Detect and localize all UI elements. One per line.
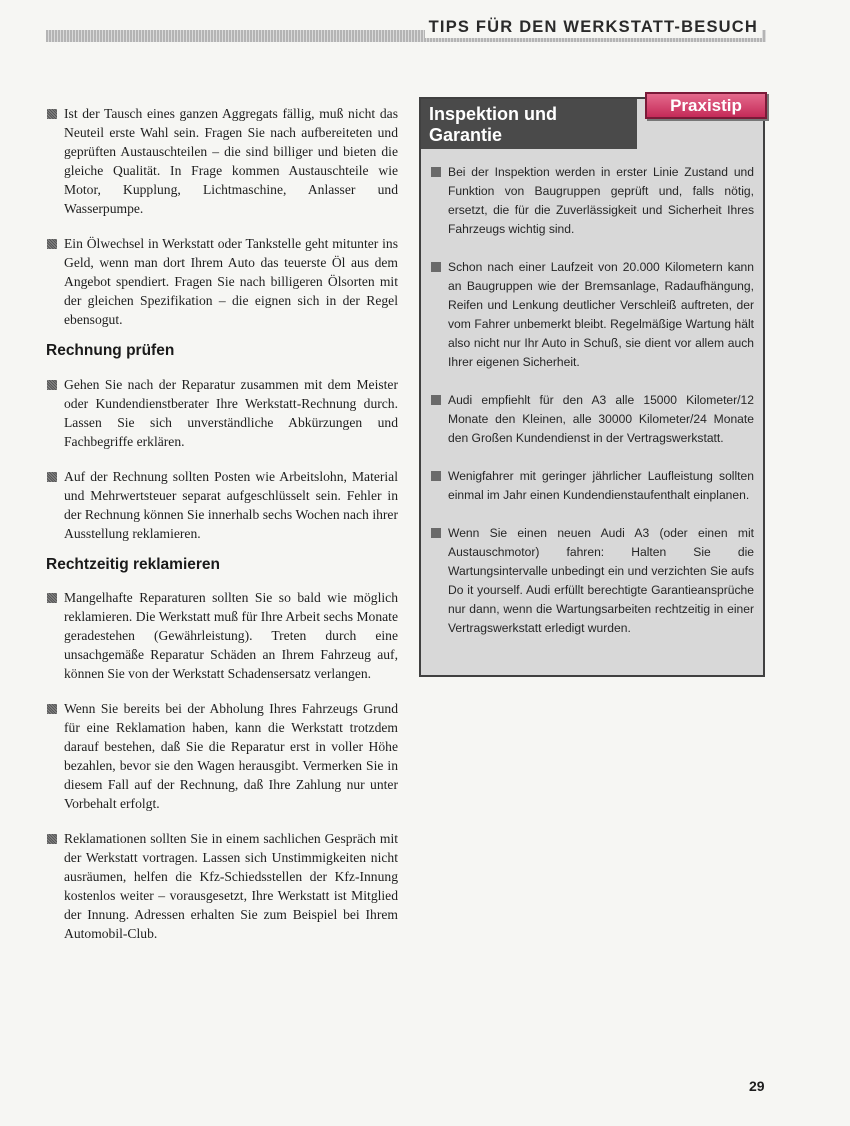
sidebar-item-wear: Schon nach einer Laufzeit von 20.000 Kilometern kann an Baugruppen wie der Bremsanlage, Radaufhängung, Reifen und Lenkung deutlicher Verschleiß auftreten, der vom Fahrer unbemerkt bleibt. Regelmäßige Wartung hält also nicht nur Ihr Auto in Schuß, sie dient vor allem auch Ihrer eigenen Sicherheit.: [430, 258, 754, 372]
running-header: TIPS FÜR DEN WERKSTATT-BESUCH: [425, 16, 762, 38]
paragraph-faulty-repairs: Mangelhafte Reparaturen sollten Sie so bald wie möglich reklamieren. Die Werkstatt muß für Ihre Arbeit sechs Monate geradestehen (Gewährleistung). Treten durch eine unsachgemäße Reparatur Schäden an Ihrem Fahrzeug auf, können Sie von der Werkstatt Schadensersatz verlangen.: [46, 588, 398, 683]
paragraph-payment-reservation: Wenn Sie bereits bei der Abholung Ihres Fahrzeugs Grund für eine Reklamation haben, kann die Werkstatt trotzdem darauf bestehen, daß Sie die Reparatur erst in voller Höhe bezahlen, bevor sie den Wagen herausgibt. Vermerken Sie in diesem Fall auf der Rechnung, daß Ihre Zahlung nur unter Vorbehalt erfolgt.: [46, 699, 398, 813]
paragraph-oil-change: Ein Ölwechsel in Werkstatt oder Tankstelle geht mitunter ins Geld, wenn man dort Ihrem Auto das teuerste Öl aus dem Angebot spendiert. Fragen Sie nach billigeren Ölsorten mit der gleichen Spezifikation – die eignen sich in der Regel ebensogut.: [46, 234, 398, 329]
sidebar-item-inspection: Bei der Inspektion werden in erster Linie Zustand und Funktion von Baugruppen geprüft und, falls nötig, ersetzt, die für die Zuverlässigkeit und Sicherheit Ihres Fahrzeugs wichtig sind.: [430, 163, 754, 239]
paragraph-invoice-items: Auf der Rechnung sollten Posten wie Arbeitslohn, Material und Mehrwertsteuer separat aufgeschlüsselt sein. Fehler in der Rechnung können Sie innerhalb sechs Wochen nach ihrer Ausstellung reklamieren.: [46, 467, 398, 543]
paragraph-review-invoice: Gehen Sie nach der Reparatur zusammen mit dem Meister oder Kundendienstberater Ihre Werkstatt-Rechnung durch. Lassen Sie sich unverständliche Abkürzungen und Fachbegriffe erklären.: [46, 375, 398, 451]
sidebar-item-service-intervals: Audi empfiehlt für den A3 alle 15000 Kilometer/12 Monate den Kleinen, alle 30000 Kilometer/24 Monate den Großen Kundendienst in der Vertragswerkstatt.: [430, 391, 754, 448]
sidebar-title-line-2: Garantie: [429, 125, 503, 145]
heading-check-invoice: Rechnung prüfen: [46, 342, 175, 359]
page-number: 29: [749, 1078, 765, 1094]
sidebar-item-low-mileage: Wenigfahrer mit geringer jährlicher Laufleistung sollten einmal im Jahr einen Kundendienstaufenthalt einplanen.: [430, 467, 754, 505]
paragraph-exchange-parts: Ist der Tausch eines ganzen Aggregats fällig, muß nicht das Neuteil erste Wahl sein. Fragen Sie nach aufbereiteten und geprüften Austauschteilen – die sind billiger und bieten die gleiche Qualität. In Frage kommen Austauschteile wie Motor, Kupplung, Lichtmaschine, Anlasser und Wasserpumpe.: [46, 104, 398, 218]
paragraph-arbitration: Reklamationen sollten Sie in einem sachlichen Gespräch mit der Werkstatt vortragen. Lassen sich Unstimmigkeiten nicht ausräumen, helfen die Kfz-Schiedsstellen der Kfz-Innung kostenlos weiter – vorausgesetzt, Ihre Werkstatt ist Mitglied der Innung. Adressen erhalten Sie zum Beispiel bei Ihrem Automobil-Club.: [46, 829, 398, 943]
left-column: [46, 104, 398, 959]
sidebar-title: [421, 99, 637, 149]
sidebar-title-line-1: Inspektion und: [429, 104, 557, 124]
heading-complain-in-time: Rechtzeitig reklamieren: [46, 555, 221, 573]
sidebar-body: [430, 163, 754, 657]
praxistip-sidebar: [419, 97, 765, 677]
praxistip-badge: Praxistip: [645, 92, 767, 119]
sidebar-item-warranty: Wenn Sie einen neuen Audi A3 (oder einen mit Austauschmotor) fahren: Halten Sie die Wartungsintervalle unbedingt ein und verzichten Sie aufs Do it yourself. Audi erfüllt berechtigte Garantieansprüche nur dann, wenn die Wartungsarbeiten rechtzeitig in einer Vertragswerkstatt erledigt wurden.: [430, 524, 754, 638]
